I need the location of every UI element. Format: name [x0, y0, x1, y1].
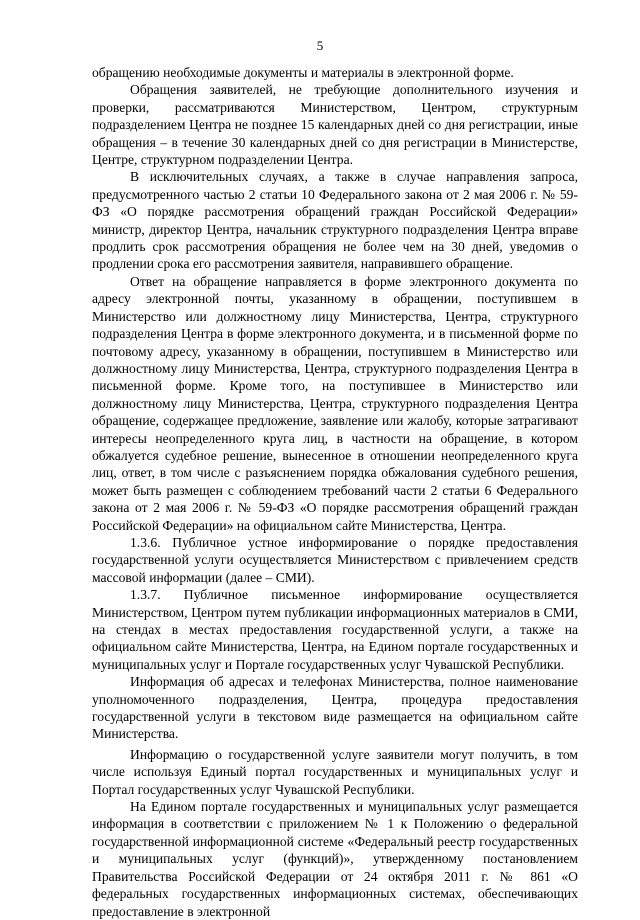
- paragraph-extension: В исключительных случаях, а также в случае направления запроса, предусмотренного частью 2 статьи 10 Федерального закона от 2 мая 2006 г. № 59-ФЗ «О порядке рассмотрения обращений граждан Российской Федерации» министр, директор Центра, начальник структурного подразделения Центра вправе продлить срок рассмотрения обращения не более чем на 30 дней, уведомив о продлении срока его рассмотрения заявителя, направившего обращение.: [92, 169, 578, 272]
- paragraph-unified-portal: На Едином портале государственных и муниципальных услуг размещается информация в соответствии с приложением № 1 к Положению о федеральной государственной информационной системе «Федеральный реестр государственных и муниципальных услуг (функций)», утвержденному постановлением Правительства Российской Федерации от 24 октября 2011 г. № 861 «О федеральных государственных информационных системах, обеспечивающих предоставление в электронной: [92, 799, 578, 919]
- paragraph-1-3-6: 1.3.6. Публичное устное информирование о порядке предоставления государственной услуги осуществляется Министерством с привлечением средств массовой информации (далее – СМИ).: [92, 534, 578, 585]
- paragraph-1-3-7: 1.3.7. Публичное письменное информирование осуществляется Министерством, Центром путем публикации информационных материалов в СМИ, на стендах в местах предоставления государственной услуги, а также на официальном сайте Министерства, Центра, на Едином портале государственных и муниципальных услуг и Портале государственных услуг Чувашской Республики.: [92, 587, 578, 672]
- page-number: 5: [316, 38, 324, 53]
- paragraph-review-terms: Обращения заявителей, не требующие дополнительного изучения и проверки, рассматриваются Министерством, Центром, структурным подразделением Центра не позднее 15 календарных дней со дня регистрации, иные обращения – в течение 30 календарных дней со дня регистрации в Министерстве, Центре, структурном подразделении Центра.: [92, 82, 578, 168]
- paragraph-addresses: Информация об адресах и телефонах Министерства, полное наименование уполномоченного подразделения, Центра, процедура предоставления государственной услуги в текстовом виде размещается на официальном сайте Министерства.: [92, 674, 578, 742]
- paragraph-response: Ответ на обращение направляется в форме электронного документа по адресу электронной почты, указанному в обращении, поступившем в Министерство или должностному лицу Министерства, Центра, структурного подразделения Центра в форме электронного документа, и в письменной форме по почтовому адресу, указанному в обращении, поступившем в Министерство или должностному лицу Министерства, Центра, структурного подразделения Центра в письменной форме. Кроме того, на поступившее в Министерство или должностному лицу Министерства, Центра, структурного подразделения Центра обращение, содержащее предложение, заявление или жалобу, которые затрагивают интересы неопределенного круга лиц, в частности на обращение, в котором обжалуется судебное решение, вынесенное в отношении неопределенного круга лиц, ответ, в том числе с разъяснением порядка обжалования судебного решения, может быть размещен с соблюдением требований части 2 статьи 6 Федерального закона от 2 мая 2006 г. № 59-ФЗ «О порядке рассмотрения обращений граждан Российской Федерации» на официальном сайте Министерства, Центра.: [92, 273, 578, 533]
- paragraph-continuation: обращению необходимые документы и материалы в электронной форме.: [92, 65, 514, 80]
- paragraph-portal-info: Информацию о государственной услуге заявители могут получить, в том числе используя Единый портал государственных и муниципальных услуг и Портал государственных услуг Чувашской Республики.: [92, 746, 578, 797]
- document-body: [92, 64, 578, 920]
